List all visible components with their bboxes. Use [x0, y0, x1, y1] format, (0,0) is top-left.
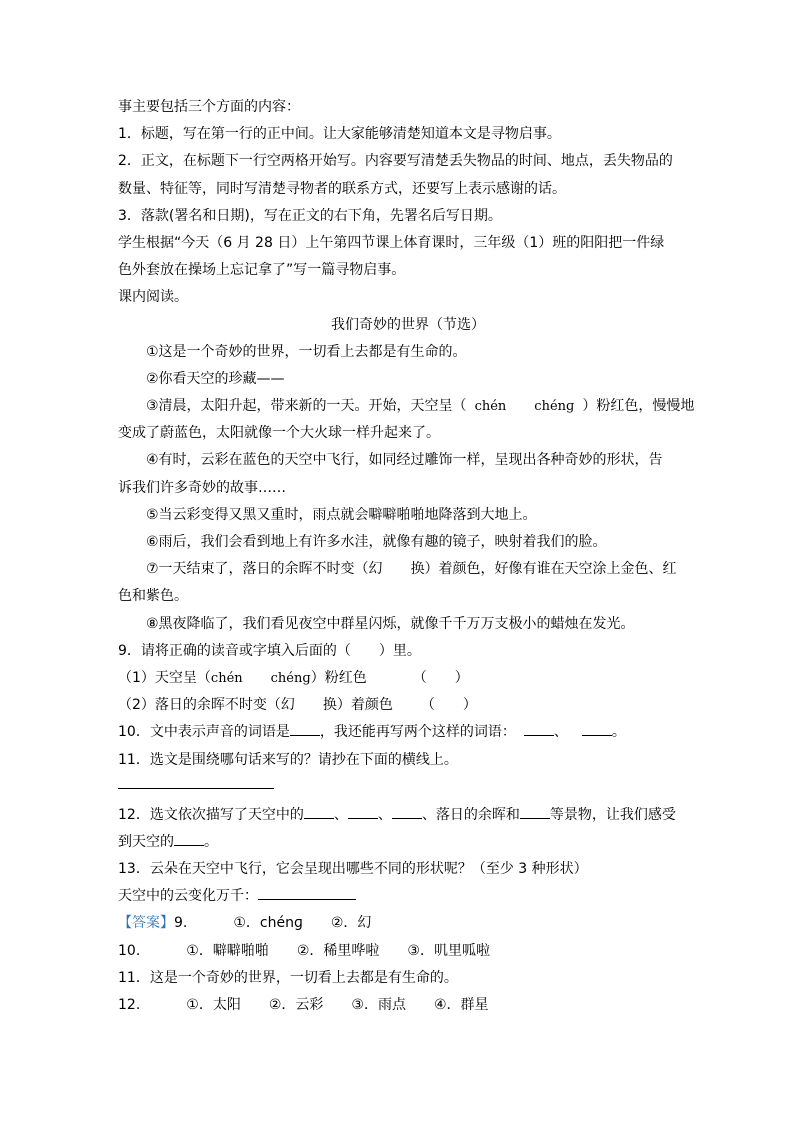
answer-9-item-2: ②．幻 [330, 915, 372, 932]
intro-point-2: 2．正文，在标题下一行空两格开始写。内容要写清楚丢失物品的时间、地点，丢失物品的 [118, 153, 673, 170]
answer-11: 11．这是一个奇妙的世界，一切看上去都是有生命的。 [118, 969, 458, 986]
q10-blank-1[interactable] [290, 721, 320, 736]
q12-blank-4[interactable] [520, 804, 550, 819]
question-9-stem: 9．请将正确的读音或字填入后面的（ ）里。 [118, 642, 421, 659]
paragraph-3 [118, 393, 695, 420]
answer-12-item-4: ④．群星 [433, 997, 489, 1013]
q9-pinyin-option-1: chén [210, 670, 243, 686]
intro-point-1: 1．标题，写在第一行的正中间。让大家能够清楚知道本文是寻物启事。 [118, 126, 561, 143]
answer-12 [118, 992, 678, 1019]
paragraph-3-cont: 变成了蔚蓝色，太阳就像一个大火球一样升起来了。 [118, 425, 440, 442]
paragraph-7-text-a: ⑦一天结束了，落日的余晖不时变（幻 [146, 561, 383, 578]
intro-point-2-cont: 数量、特征等，同时写清楚寻物者的联系方式，还要写上表示感谢的话。 [118, 180, 566, 197]
q10-blank-2[interactable] [524, 721, 554, 736]
paragraph-7-text-b: 换）着颜色，好像有谁在天空涂上金色、红 [410, 561, 677, 578]
question-13-answer [118, 883, 678, 910]
passage-title: 我们奇妙的世界（节选） [331, 316, 485, 333]
paragraph-1: ①这是一个奇妙的世界，一切看上去都是有生命的。 [146, 343, 467, 360]
q9-sub2-text-a: （2）落日的余晖不时变（幻 [118, 697, 295, 714]
writing-prompt-line-1: 学生根据“今天（6 月 28 日）上午第四节课上体育课时，三年级（1）班的阳阳把一件绿 [118, 234, 665, 251]
answer-10-item-2: ②．稀里哗啦 [296, 942, 380, 959]
answer-9 [118, 910, 678, 937]
q12-text-b: 、落日的余晖和 [421, 806, 520, 823]
answer-10-item-1: ①．噼噼啪啪 [186, 942, 269, 959]
answer-12-item-3: ③．雨点 [351, 997, 406, 1013]
q9-pinyin-option-2: chénɡ [270, 670, 311, 686]
paragraph-2: ②你看天空的珍藏—— [146, 370, 285, 387]
paragraph-3-text-b: ）粉红色，慢慢地 [582, 398, 695, 415]
intro-point-3: 3．落款(署名和日期)，写在正文的右下角，先署名后写日期。 [118, 207, 502, 224]
paragraph-3-text-a: ③清晨，太阳升起，带来新的一天。开始，天空呈（ [146, 398, 467, 415]
q13-answer-line[interactable] [258, 885, 356, 900]
question-12 [118, 802, 678, 829]
q12-text-e: 。 [204, 833, 218, 850]
q9-sub1-answer-paren[interactable]: （ ） [412, 669, 469, 686]
q9-sub2-text-b: 换）着颜色 [322, 697, 393, 714]
pinyin-option-1: chén [474, 399, 507, 415]
q10-period: 。 [611, 724, 626, 741]
paragraph-7 [118, 556, 678, 583]
q12-blank-1[interactable] [304, 804, 334, 819]
q12-text-c: 等景物，让我们感受 [549, 806, 676, 823]
answer-9-item-1: ①．chénɡ [233, 915, 303, 932]
paragraph-6: ⑥雨后，我们会看到地上有许多水洼，就像有趣的镜子，映射着我们的脸。 [146, 534, 607, 550]
q10-separator: 、 [553, 724, 568, 741]
answer-10 [118, 938, 678, 965]
pinyin-option-2: chénɡ [534, 399, 575, 415]
q12-sep-1: 、 [333, 806, 348, 823]
q10-blank-3[interactable] [582, 721, 612, 736]
document-page [118, 94, 695, 1019]
question-13-stem: 13．云朵在天空中飞行，它会呈现出哪些不同的形状呢？（至少 3 种形状） [118, 861, 588, 878]
question-9-sub-2 [118, 692, 678, 719]
q12-blank-3[interactable] [392, 804, 422, 819]
paragraph-7-cont: 色和紫色。 [118, 588, 188, 605]
answer-tag: 【答案】 [118, 915, 174, 932]
q10-text-a: 10．文中表示声音的词语是 [118, 724, 290, 741]
q9-sub2-answer-paren[interactable]: （ ） [420, 697, 477, 714]
q11-answer-line[interactable] [118, 774, 274, 789]
question-11-stem: 11．选文是围绕哪句话来写的？请抄在下面的横线上。 [118, 751, 458, 768]
q10-text-b: ，我还能再写两个这样的词语： [319, 724, 516, 741]
q12-text-d: 到天空的 [118, 833, 174, 850]
writing-prompt-line-2: 色外套放在操场上忘记拿了”写一篇寻物启事。 [118, 262, 406, 279]
q13-answer-lead: 天空中的云变化万千： [118, 888, 258, 905]
q9-sub1-text-a: （1）天空呈（ [118, 669, 211, 686]
intro-lead: 事主要包括三个方面的内容： [118, 99, 300, 115]
q12-sep-2: 、 [377, 806, 392, 823]
answer-10-item-3: ③．叽里呱啦 [407, 942, 490, 959]
question-9-sub-1 [118, 665, 678, 692]
section-label: 课内阅读。 [118, 289, 188, 306]
q12-blank-2[interactable] [348, 804, 378, 819]
paragraph-4: ④有时，云彩在蓝色的天空中飞行，如同经过雕饰一样，呈现出各种奇妙的形状，告 [146, 452, 663, 469]
question-10 [118, 719, 678, 746]
paragraph-5: ⑤当云彩变得又黑又重时，雨点就会噼噼啪啪地降落到大地上。 [146, 506, 537, 523]
question-12-cont [118, 829, 678, 856]
paragraph-8: ⑧黑夜降临了，我们看见夜空中群星闪烁，就像千千万万支极小的蜡烛在发光。 [146, 615, 635, 632]
answer-12-item-1: ①．太阳 [186, 997, 241, 1013]
answer-10-number: 10. [118, 942, 141, 959]
answer-12-number: 12. [118, 997, 141, 1013]
answer-12-item-2: ②．云彩 [268, 997, 324, 1013]
paragraph-4-cont: 诉我们许多奇妙的故事…… [118, 479, 286, 496]
q12-text-a: 12．选文依次描写了天空中的 [118, 806, 304, 823]
q12-blank-5[interactable] [174, 831, 204, 846]
answer-9-number: 9. [174, 915, 188, 932]
q9-sub1-text-b: ）粉红色 [310, 669, 367, 686]
